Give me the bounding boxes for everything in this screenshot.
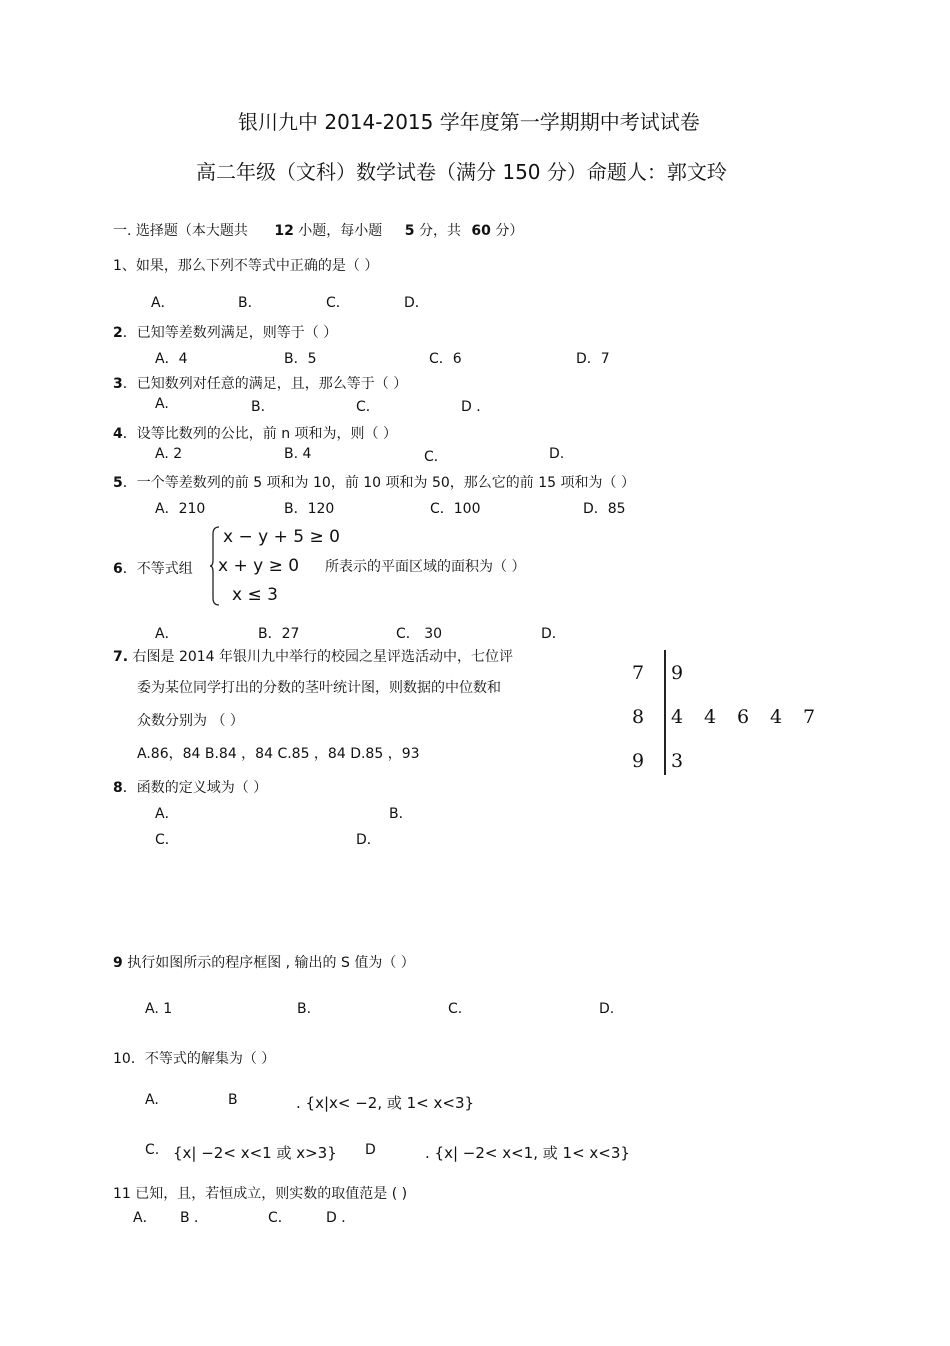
q1-option-a[interactable]: A．	[151, 295, 175, 311]
leaf-8-2: 4	[704, 706, 717, 728]
q10-option-b[interactable]: B	[228, 1092, 238, 1108]
question-7-text-1: 右图是 2014 年银川九中举行的校园之星评选活动中，七位评	[132, 649, 514, 665]
question-8-number: 8	[113, 780, 123, 796]
question-8-text: ．函数的定义域为（ ）	[122, 780, 268, 796]
question-4-text: ．设等比数列的公比，前 n 项和为，则（ ）	[122, 426, 397, 442]
question-2-text: ．已知等差数列满足，则等于（ ）	[122, 325, 338, 341]
q6-option-a[interactable]: A．	[155, 626, 179, 642]
question-9-text: 执行如图所示的程序框图 , 输出的 S 值为（ ）	[127, 955, 415, 971]
q8-option-d[interactable]: D．	[356, 832, 381, 848]
q8-option-b[interactable]: B．	[389, 806, 413, 822]
question-6-text: ．不等式组	[122, 561, 193, 577]
leaf-8-5: 7	[803, 706, 816, 728]
leaf-8-4: 4	[770, 706, 783, 728]
q9-option-b[interactable]: B.	[297, 1001, 312, 1017]
leaf-8-3: 6	[737, 706, 750, 728]
q5-option-b[interactable]: B．120	[284, 501, 335, 517]
q2-option-d[interactable]: D．7	[576, 351, 610, 367]
q6-option-b[interactable]: B．27	[258, 626, 300, 642]
q2-option-c[interactable]: C．6	[429, 351, 462, 367]
question-3-text: ．已知数列对任意的满足，且，那么等于（ ）	[122, 376, 408, 392]
question-9-number: 9	[113, 955, 123, 971]
question-7-line2: 委为某位同学打出的分数的茎叶统计图，则数据的中位数和	[137, 680, 501, 696]
question-7-number: 7.	[113, 649, 129, 665]
section-heading	[113, 220, 523, 240]
points-each: 5	[404, 223, 415, 239]
question-1-stem: 1、如果，那么下列不等式中正确的是（ ）	[113, 258, 379, 274]
q6-option-c[interactable]: C． 30	[396, 626, 443, 642]
inequality-2: x + y ≥ 0	[218, 556, 300, 576]
exam-title: 银川九中 2014-2015 学年度第一学期期中考试试卷	[238, 110, 700, 134]
question-2-number: 2	[113, 325, 123, 341]
q1-option-b[interactable]: B．	[238, 295, 262, 311]
inequality-3: x ≤ 3	[232, 585, 278, 605]
q10-option-a[interactable]: A.	[145, 1092, 159, 1108]
question-4-number: 4	[113, 426, 123, 442]
section-heading-end: 分）	[495, 223, 524, 239]
q10-option-c[interactable]: C.	[145, 1142, 160, 1158]
question-3-stem	[113, 373, 407, 393]
leaf-9-1: 3	[671, 750, 684, 772]
q4-option-c[interactable]: C．	[424, 449, 448, 465]
question-5-text: ．一个等差数列的前 5 项和为 10，前 10 项和为 50，那么它的前 15 项和为（ ）	[122, 475, 635, 491]
stem-8: 8	[632, 706, 645, 728]
question-11-stem: 11 已知，且，若恒成立，则实数的取值范是 ( )	[113, 1186, 408, 1202]
q8-option-c[interactable]: C．	[155, 832, 179, 848]
q10-option-b-set: . {x|x< −2, 或 1< x<3}	[296, 1094, 475, 1112]
question-6-tail: 所表示的平面区域的面积为（ ）	[325, 559, 526, 575]
question-6-stem	[113, 558, 193, 578]
question-3-number: 3	[113, 376, 123, 392]
leaf-8-1: 4	[671, 706, 684, 728]
stem-7: 7	[632, 662, 645, 684]
q11-option-b[interactable]: B ．	[180, 1210, 209, 1226]
question-5-number: 5	[113, 475, 123, 491]
q9-option-c[interactable]: C.	[448, 1001, 463, 1017]
q1-option-c[interactable]: C．	[326, 295, 350, 311]
q9-option-a[interactable]: A. 1	[145, 1001, 173, 1017]
q2-option-a[interactable]: A．4	[155, 351, 188, 367]
question-7-line1	[113, 646, 513, 666]
q3-option-c[interactable]: C．	[356, 399, 380, 415]
q3-option-d[interactable]: D ．	[461, 399, 491, 415]
exam-subtitle: 高二年级（文科）数学试卷（满分 150 分）命题人：郭文玲	[196, 160, 727, 184]
q3-option-b[interactable]: B．	[251, 399, 275, 415]
question-4-stem	[113, 423, 397, 443]
q4-option-d[interactable]: D.	[549, 446, 565, 462]
question-2-stem	[113, 322, 337, 342]
q7-options[interactable]: A.86，84 B.84 ，84 C.85 ，84 D.85 ，93	[137, 746, 420, 762]
q10-option-d-set: . {x| −2< x<1, 或 1< x<3}	[425, 1144, 630, 1162]
q10-option-d[interactable]: D	[365, 1142, 376, 1158]
q4-option-a[interactable]: A. 2	[155, 446, 183, 462]
inequality-1: x − y + 5 ≥ 0	[223, 527, 340, 547]
points-total: 60	[471, 223, 491, 239]
q2-option-b[interactable]: B．5	[284, 351, 317, 367]
section-heading-mid1: 小题，每小题	[298, 223, 383, 239]
q11-option-d[interactable]: D ．	[326, 1210, 356, 1226]
question-10-stem: 10．不等式的解集为（ ）	[113, 1051, 276, 1067]
question-6-number: 6	[113, 561, 123, 577]
q3-option-a[interactable]: A.	[155, 396, 169, 412]
question-5-stem	[113, 472, 635, 492]
section-heading-mid2: 分，共	[418, 223, 461, 239]
question-9-stem	[113, 952, 415, 972]
q6-option-d[interactable]: D．	[541, 626, 566, 642]
q1-option-d[interactable]: D．	[404, 295, 429, 311]
q11-option-a[interactable]: A．	[133, 1210, 157, 1226]
question-7-line3: 众数分别为 （ ）	[137, 713, 244, 729]
leaf-7-1: 9	[671, 662, 684, 684]
question-count: 12	[274, 223, 294, 239]
section-heading-text: 一. 选择题（本大题共	[113, 223, 248, 239]
question-8-stem	[113, 777, 267, 797]
stem-divider	[664, 650, 666, 775]
q5-option-a[interactable]: A．210	[155, 501, 206, 517]
q11-option-c[interactable]: C．	[268, 1210, 292, 1226]
stem-9: 9	[632, 750, 645, 772]
q9-option-d[interactable]: D.	[599, 1001, 615, 1017]
q10-option-c-set: {x| −2< x<1 或 x>3}	[173, 1144, 337, 1162]
q8-option-a[interactable]: A．	[155, 806, 179, 822]
q5-option-d[interactable]: D．85	[583, 501, 626, 517]
q5-option-c[interactable]: C．100	[430, 501, 481, 517]
q4-option-b[interactable]: B. 4	[284, 446, 312, 462]
